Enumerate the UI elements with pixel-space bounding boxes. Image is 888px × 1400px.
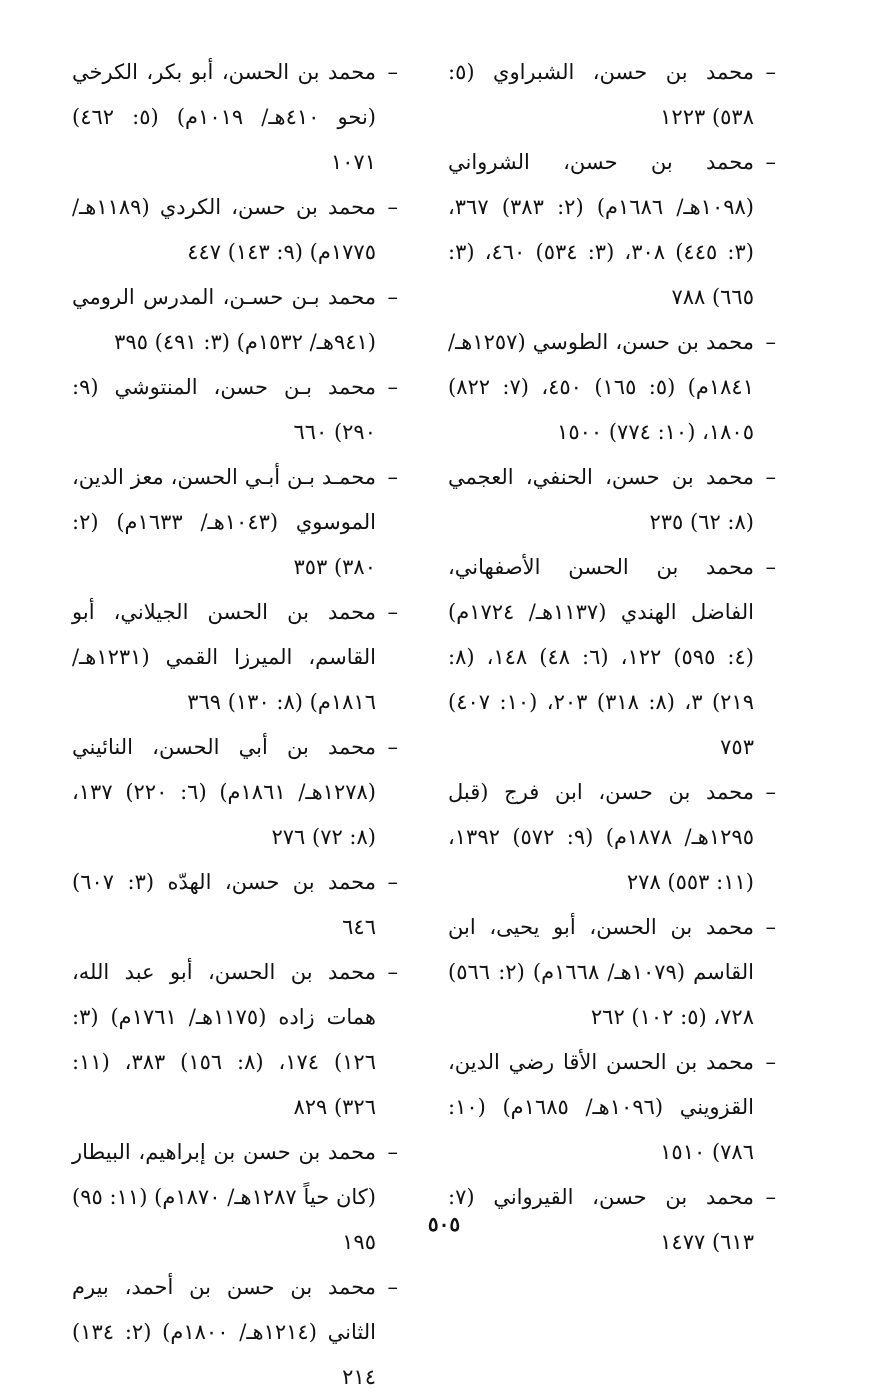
entry-text: – محمد بن حسن، الكردي (١١٨٩هـ/ ١٧٧٥م) (٩: ١٤٣) ٤٤٧ [72, 195, 376, 264]
entry-text: – محمد بن الحسن الأصفهاني، الفاضل الهندي (١١٣٧هـ/ ١٧٢٤م) (٤: ٥٩٥) ١٢٢، (٦: ٤٨) ١٤٨، (٨: ٢١٩) ٣، (٨: ٣١٨) ٢٠٣، (١٠: ٤٠٧) ٧٥٣ [448, 555, 754, 759]
index-entry [72, 185, 398, 275]
entry-text: – محمد بن الحسن، أبو عبد الله، همات زاده (١١٧٥هـ/ ١٧٦١م) (٣: ١٢٦) ١٧٤، (٨: ١٥٦) ٣٨٣، (١١: ٣٢٦) ٨٢٩ [72, 960, 376, 1119]
index-entry [72, 950, 398, 1130]
entry-text: – محمد بن الحسن، أبو بكر، الكرخي (نحو ٤١٠هـ/ ١٠١٩م) (٥: ٤٦٢) ١٠٧١ [72, 60, 376, 174]
index-entry [72, 50, 398, 185]
index-entry [448, 320, 776, 455]
entry-text: – محمد بـن حسـن، المدرس الرومي (٩٤١هـ/ ١٥٣٢م) (٣: ٤٩١) ٣٩٥ [72, 285, 376, 354]
index-entry [448, 50, 776, 140]
entry-text: – محمد بن الحسن، أبو يحيى، ابن القاسم (١٠٧٩هـ/ ١٦٦٨م) (٢: ٥٦٦) ٧٢٨، (٥: ١٠٢) ٢٦٢ [448, 915, 754, 1029]
entry-text: – محمد بن حسن بن إبراهيم، البيطار (كان حياً ١٢٨٧هـ/ ١٨٧٠م) (١١: ٩٥) ١٩٥ [72, 1140, 376, 1254]
entry-text: – محمد بن حسن، الحنفي، العجمي (٨: ٦٢) ٢٣٥ [448, 465, 754, 534]
index-entry [448, 905, 776, 1040]
entry-text: – محمد بن حسن بن أحمد، بيرم الثاني (١٢١٤هـ/ ١٨٠٠م) (٢: ١٣٤) ٢١٤ [72, 1275, 376, 1389]
entry-text: – محمد بـن حسن، المنتوشي (٩: ٢٩٠) ٦٦٠ [72, 375, 376, 444]
index-entry [72, 275, 398, 365]
entry-text: – محمد بن الحسن الجيلاني، أبو القاسم، الميرزا القمي (١٢٣١هـ/ ١٨١٦م) (٨: ١٣٠) ٣٦٩ [72, 600, 376, 714]
right-column [448, 50, 776, 1265]
entry-text: – محمد بن حسن، ابن فرج (قبل ١٢٩٥هـ/ ١٨٧٨م) (٩: ٥٧٢) ١٣٩٢، (١١: ٥٥٣) ٢٧٨ [448, 780, 754, 894]
index-entry [448, 770, 776, 905]
entry-text: – محمد بن الحسن الأقا رضي الدين، القزويني (١٠٩٦هـ/ ١٦٨٥م) (١٠: ٧٨٦) ١٥١٠ [448, 1050, 754, 1164]
index-entry [448, 1040, 776, 1175]
index-entry [448, 140, 776, 320]
entry-text: – محمد بن حسن، الشرواني (١٠٩٨هـ/ ١٦٨٦م) (٢: ٣٨٣) ٣٦٧، (٣: ٤٤٥) ٣٠٨، (٣: ٥٣٤) ٤٦٠، (٣: ٦٦٥) ٧٨٨ [448, 150, 754, 309]
entry-text: – محمـد بـن أبـي الحسن، معز الدين، الموسوي (١٠٤٣هـ/ ١٦٣٣م) (٢: ٣٨٠) ٣٥٣ [72, 465, 376, 579]
left-column [72, 50, 398, 1400]
index-entry [72, 455, 398, 590]
index-entry [72, 725, 398, 860]
entry-text: – محمد بن حسن، الطوسي (١٢٥٧هـ/ ١٨٤١م) (٥: ١٦٥) ٤٥٠، (٧: ٨٢٢) ١٨٠٥، (١٠: ٧٧٤) ١٥٠٠ [448, 330, 754, 444]
index-entry [448, 545, 776, 770]
index-entry [72, 860, 398, 950]
index-entry [72, 590, 398, 725]
index-entry [72, 1265, 398, 1400]
page-number: ٥٠٥ [427, 1212, 461, 1236]
entry-text: – محمد بن حسن، القيرواني (٧: ٦١٣) ١٤٧٧ [448, 1185, 754, 1254]
index-entry [72, 365, 398, 455]
index-entry [448, 455, 776, 545]
entry-text: – محمد بن أبي الحسن، النائيني (١٢٧٨هـ/ ١٨٦١م) (٦: ٢٢٠) ١٣٧، (٨: ٧٢) ٢٧٦ [72, 735, 376, 849]
index-entry [72, 1130, 398, 1265]
entry-text: – محمد بن حسن، الهدّه (٣: ٦٠٧) ٦٤٦ [72, 870, 376, 939]
entry-text: – محمد بن حسن، الشبراوي (٥: ٥٣٨) ١٢٢٣ [448, 60, 754, 129]
